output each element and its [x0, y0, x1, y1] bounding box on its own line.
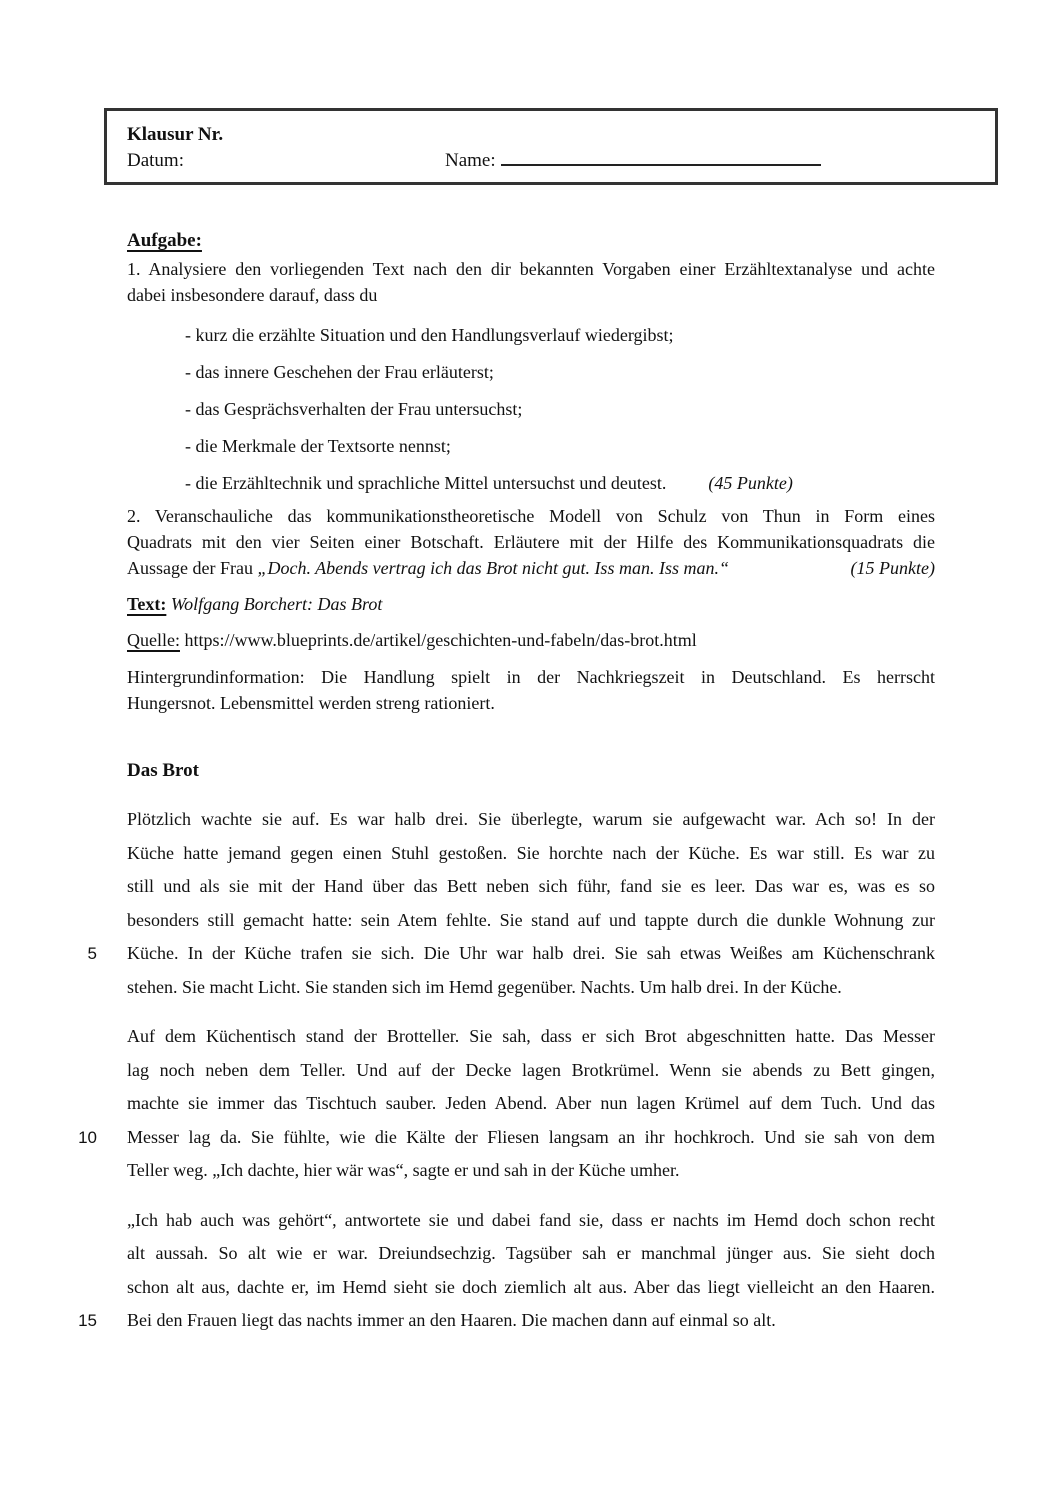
- story-line: Küche hatte jemand gegen einen Stuhl gestoßen. Sie horchte nach der Küche. Es war still. Es war zu: [127, 842, 935, 863]
- line-number: 10: [78, 1127, 97, 1147]
- quelle-line: [127, 627, 935, 653]
- story-paragraph: [87, 803, 935, 1004]
- task1-bullet-list: [127, 322, 935, 496]
- content-area: [78, 0, 935, 1338]
- task2-last-line: [127, 555, 935, 581]
- background-line: Hintergrundinformation: Die Handlung spielt in der Nachkriegszeit in Deutschland. Es herrscht: [127, 667, 935, 687]
- story-line: Plötzlich wachte sie auf. Es war halb drei. Sie überlegte, warum sie aufgewacht war. Ach so! In der: [127, 809, 935, 829]
- story-line: stehen. Sie macht Licht. Sie standen sich im Hemd gegenüber. Nachts. Um halb drei. In der Küche.: [127, 976, 842, 997]
- bullet-item: - die Merkmale der Textsorte nennst;: [185, 436, 451, 456]
- points-note-15: (15 Punkte): [850, 558, 935, 578]
- story-line: 15 Bei den Frauen liegt das nachts immer an den Haaren. Die machen dann auf einmal so alt.: [127, 1304, 935, 1338]
- background-line: Hungersnot. Lebensmittel werden streng rationiert.: [127, 693, 495, 713]
- story-paragraph: [78, 1020, 935, 1188]
- exam-number-title: Klausur Nr.: [127, 124, 224, 145]
- story-title: Das Brot: [127, 760, 199, 781]
- story-line: still und als sie mit der Hand über das Bett neben sich führ, fand sie es leer. Das war es, was es so: [127, 876, 935, 896]
- text-source-line: [127, 591, 935, 617]
- story-line: Auf dem Küchentisch stand der Brotteller. Sie sah, dass er sich Brot abgeschnitten hatte. Das Messer: [127, 1026, 935, 1046]
- story-paragraph: [78, 1204, 935, 1338]
- task2-quote-group: [127, 555, 729, 581]
- task2-line: 2. Veranschauliche das kommunikationstheoretische Modell von Schulz von Thun in Form eines: [127, 506, 935, 526]
- bullet-item: - das innere Geschehen der Frau erläuterst;: [185, 362, 494, 382]
- bullet-text: - die Erzähltechnik und sprachliche Mittel untersuchst und deutest.: [185, 473, 667, 493]
- name-label: Name:: [445, 150, 496, 171]
- quelle-label: Quelle:: [127, 630, 180, 650]
- task1-paragraph: [127, 256, 935, 308]
- line-number: 15: [78, 1311, 97, 1330]
- text-source-value: Wolfgang Borchert: Das Brot: [170, 594, 383, 614]
- background-info: [127, 664, 935, 716]
- story-line: 5 Küche. In der Küche trafen sie sich. Die Uhr war halb drei. Sie sah etwas Weißes am Küchenschrank: [127, 937, 935, 971]
- story-line: „Ich hab auch was gehört“, antwortete sie und dabei fand sie, dass er nachts im Hemd doch schon recht: [127, 1209, 935, 1230]
- bullet-item: [127, 470, 935, 496]
- task2-prefix: Aussage der Frau: [127, 558, 258, 578]
- quelle-url: https://www.blueprints.de/artikel/geschichten-und-fabeln/das-brot.html: [184, 630, 697, 650]
- line-number: 5: [87, 944, 97, 963]
- task1-line: 1. Analysiere den vorliegenden Text nach den dir bekannten Vorgaben einer Erzähltextanalyse und achte: [127, 259, 935, 279]
- story-line: machte sie immer das Tischtuch sauber. Jeden Abend. Aber nun lagen Krümel auf dem Tuch. Und das: [127, 1093, 935, 1113]
- story-line: Teller weg. „Ich dachte, hier wär was“, sagte er und sah in der Küche umher.: [127, 1160, 680, 1180]
- task1-line: dabei insbesondere darauf, dass du: [127, 285, 378, 305]
- story-line: alt aussah. So alt wie er war. Dreiundsechzig. Tagsüber sah er manchmal jünger aus. Sie sieht doch: [127, 1243, 935, 1263]
- story-line: besonders still gemacht hatte: sein Atem fehlte. Sie stand auf und tappte durch die dunkle Wohnung zur: [127, 909, 935, 930]
- bullet-item: - kurz die erzählte Situation und den Handlungsverlauf wiedergibst;: [185, 325, 674, 345]
- task2-paragraph: [127, 503, 935, 581]
- story-line: 10 Messer lag da. Sie fühlte, wie die Kälte der Fliesen langsam an ihr hochkroch. Und sie sah von dem: [127, 1121, 935, 1155]
- text-source-label: Text:: [127, 594, 167, 614]
- task2-line: Quadrats mit den vier Seiten einer Botschaft. Erläutere mit der Hilfe des Kommunikationsquadrats die: [127, 532, 935, 552]
- aufgabe-heading: Aufgabe:: [127, 230, 202, 251]
- bullet-item: - das Gesprächsverhalten der Frau untersuchst;: [185, 399, 523, 419]
- points-note-45: (45 Punkte): [708, 473, 793, 493]
- task2-quote: „Doch. Abends vertrag ich das Brot nicht gut. Iss man. Iss man.“: [257, 558, 729, 578]
- story-line: schon alt aus, dachte er, im Hemd sieht sie doch ziemlich alt aus. Aber das liegt vielleicht an den Haaren.: [127, 1276, 935, 1297]
- story-line: lag noch neben dem Teller. Und auf der Decke lagen Brotkrümel. Wenn sie abends zu Bett gingen,: [127, 1059, 935, 1080]
- date-label: Datum:: [127, 150, 184, 171]
